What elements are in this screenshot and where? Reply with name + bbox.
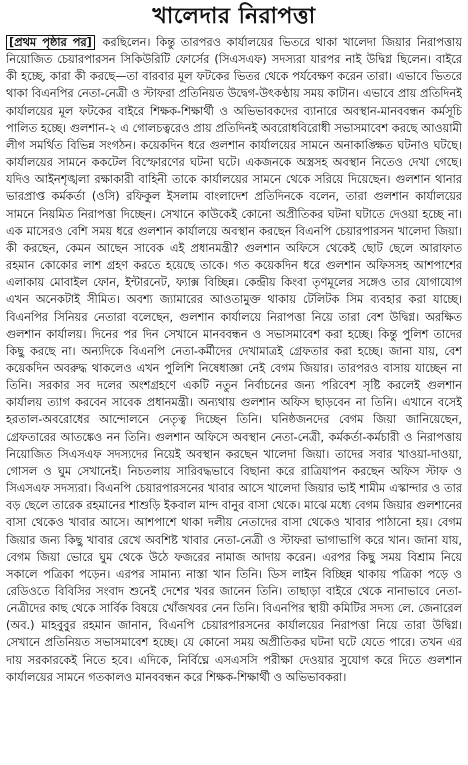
article-body (6, 34, 462, 763)
article-text: করছিলেন। কিন্তু তারপরও কার্যালয়ের ভিতরে থাকা খালেদা জিয়ার নিরাপত্তায় নিয়োজিত চেয়ারপারসন সিকিউরিটি ফোর্সের (সিএসএফ) সদস্যরা যারপর নাই উদ্বিগ্ন ছিলেন। বাইরে কী হচ্ছে, কারা কী করছে—তা বারবার মূল ফটকের ভিতর থেকে পর্যবেক্ষণ করেন তারা। এভাবে ভিতরে থাকা বিএনপির নেতা-নেত্রী ও স্টাফরা প্রতিনিয়ত উদ্বেগ-উৎকণ্ঠায় সময় কাটান। এভাবে প্রায় প্রতিদিনই কার্যালয়ের মূল ফটকের বাইরে শিক্ষক-শিক্ষার্থী ও অভিভাবকদের ব্যানারে অবস্থান-মানববন্ধন কর্মসূচি পালিত হচ্ছে। গুলশান-২ এ গোলচত্বরেও প্রায় প্রতিদিনই অবরোধবিরোধী সভাসমাবেশ করছে আওয়ামী লীগ সমর্থিত বিভিন্ন সংগঠন। কয়েকদিন ধরে গুলশান কার্যালয়ের সামনে অনাকাঙ্ক্ষিত ঘটনাও ঘটছে। কার্যালয়ের সামনে ককটেল বিস্ফোরণের ঘটনা ঘটে। একজনকে অস্ত্রসহ অবস্থান নিতেও দেখা গেছে। যদিও আইনশৃঙ্খলা রক্ষাকারী বাহিনী তাকে কার্যালয়ের সামনে থেকে সরিয়ে দিয়েছেন। গুলশান থানার ভারপ্রাপ্ত কর্মকর্তা (ওসি) রফিকুল ইসলাম বাংলাদেশ প্রতিদিনকে বলেন, তারা গুলশান কার্যালয়ের সামনে নিয়মিত নিরাপত্তা দিচ্ছেন। সেখানে কাউকেই কোনো অপ্রীতিকর ঘটনা ঘটাতে দেওয়া হচ্ছে না। এক মাসেরও বেশি সময় ধরে গুলশান কার্যালয়ে অবস্থান করছেন বিএনপি চেয়ারপারসন খালেদা জিয়া। কী করছেন, কেমন আছেন সাবেক এই প্রধানমন্ত্রী? গুলশান অফিসে থেকেই ছোট ছেলে আরাফাত রহমান কোকোর লাশ গ্রহণ করতে হয়েছে তাকে। গত কয়েকদিন ধরে গুলশান অফিসসহ আশপাশের এলাকায় মোবাইল ফোন, ইন্টারনেট, ফ্যাক্স বিচ্ছিন্ন। কেন্দ্রীয় কিংবা তৃণমূলের সঙ্গেও তার যোগাযোগ এখন অনেকটাই সীমিত। অবশ্য জ্যামারের আওতামুক্ত থাকায় টেলিটক সিম ব্যবহার করা যাচ্ছে। বিএনপির সিনিয়র নেতারা বলেছেন, গুলশান কার্যালয়ে নিরাপত্তা নিয়ে তারা বেশ উদ্বিগ্ন। অরক্ষিত গুলশান কার্যালয়। দিনের পর দিন সেখানে মানববন্ধন ও সভাসমাবেশ করা হচ্ছে। কিন্তু পুলিশ তাদের কিছু করছে না। অন্যদিকে বিএনপি নেতা-কর্মীদের দেখামাত্রই গ্রেফতার করা হচ্ছে। জানা যায়, বেশ কয়েকদিন অবরুদ্ধ থাকলেও এখন পুলিশি নিষেধাজ্ঞা নেই বেগম জিয়ার। তারপরও বাসায় যাচ্ছেন না তিনি। সরকার সব দলের অংশগ্রহণে একটি নতুন নির্বাচনের জন্য পরিবেশ সৃষ্টি করলেই গুলশান কার্যালয় ত্যাগ করবেন সাবেক প্রধানমন্ত্রী। অন্যথায় গুলশান অফিস ছাড়বেন না তিনি। এখানে বসেই হরতাল-অবরোধের আন্দোলনে নেতৃত্ব দিচ্ছেন তিনি। ঘনিষ্ঠজনদের বেগম জিয়া জানিয়েছেন, গ্রেফতারের আতঙ্কেও নন তিনি। গুলশান অফিসে অবস্থান নেতা-নেত্রী, কর্মকর্তা-কর্মচারী ও নিরাপত্তায় নিয়োজিত সিএসএফ সদস্যদের নিয়েই অবস্থান করছেন খালেদা জিয়া। তাদের সবার খাওয়া-দাওয়া, গোসল ও ঘুম সেখানেই। নিচতলায় সারিবদ্ধভাবে বিছানা করে রাত্রিযাপন করছেন অফিস স্টাফ ও সিএসএফ সদস্যরা। বিএনপি চেয়ারপারসনের খাবার আসে খালেদা জিয়ার ভাই শামীম এস্কান্দার ও তার বড় ছেলে তারেক রহমানের শাশুড়ি ইকবাল মান্দ বানুর বাসা থেকে। মাঝে মধ্যে বেগম জিয়ার গুলশানের বাসা থেকেও খাবার আসে। আশপাশে থাকা দলীয় নেতাদের বাসা থেকেও খাবার পাঠানো হয়। বেগম জিয়ার জন্য কিছু খাবার রেখে অবশিষ্ট খাবার নেতা-নেত্রী ও স্টাফরা ভাগাভাগি করে খান। জানা যায়, বেগম জিয়া ভোরে ঘুম থেকে উঠে ফজরের নামাজ আদায় করেন। এরপর কিছু সময় বিশ্রাম নিয়ে সকালে পত্রিকা পড়েন। এরপর সামান্য নাস্তা খান তিনি। ডিস লাইন বিচ্ছিন্ন থাকায় পত্রিকা পড়ে ও রেডিওতে বিবিসির সংবাদ শুনেই দেশের খবর জানেন তিনি। তাছাড়া বাইরে থেকে নানাভাবে নেতা-নেত্রীদের কাছ থেকে সার্বিক বিষয়ে খোঁজখবর নেন তিনি। বিএনপির স্থায়ী কমিটির সদস্য লে. জেনারেল (অব.) মাহবুবুর রহমান জানান, বিএনপি চেয়ারপারসনের কার্যালয়ের নিরাপত্তা নিয়ে তারা উদ্বিগ্ন। সেখানে প্রতিনিয়ত সভাসমাবেশ হচ্ছে। যে কোনো সময় অপ্রীতিকর ঘটনা ঘটে যেতে পারে। তখন এর দায় সরকারকেই নিতে হবে। এদিকে, নির্বিঘ্নে এসএসসি পরীক্ষা দেওয়ার সুযোগ করে দিতে গুলশান কার্যালয়ের সামনে গতকালও মানববন্ধন করে শিক্ষক-শিক্ষার্থী ও অভিভাবকরা। (6, 36, 462, 684)
continued-from-label: [প্রথম পৃষ্ঠার পর] (6, 35, 95, 50)
headline: খালেদার নিরাপত্তা (152, 3, 316, 29)
